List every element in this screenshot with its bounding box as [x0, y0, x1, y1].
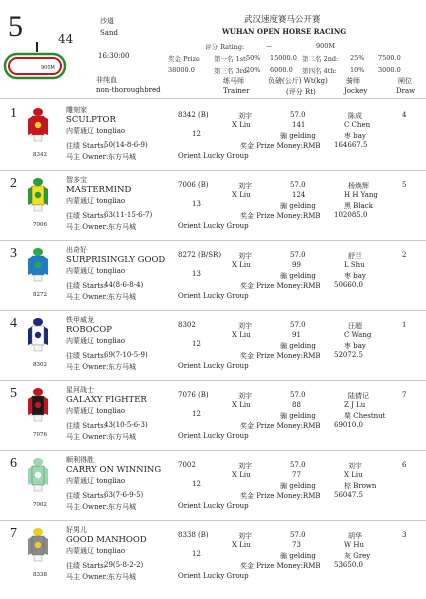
rating-value: 91 — [292, 331, 301, 339]
jockey-en: C Chen — [344, 121, 371, 129]
horse-name-en: GALAXY FIGHTER — [66, 395, 147, 405]
jockey-silk-icon — [26, 387, 50, 423]
horse-origin: 内蒙通辽 tongliao — [66, 197, 126, 205]
jockey-silk-icon — [26, 177, 50, 213]
col-trainer-en: Trainer — [223, 87, 250, 95]
horse-sex: 骟 gelding — [280, 552, 316, 560]
jockey-en: Z J Lu — [344, 401, 366, 409]
rating-value: — — [266, 42, 273, 50]
trainer-cn: 刘宇 — [238, 392, 252, 400]
prize-money: 56047.5 — [334, 491, 363, 499]
trainer-cn: 刘宇 — [238, 112, 252, 120]
starts-label: 往绩 Starts: — [66, 352, 107, 360]
horse-brand-code: 7002 — [33, 502, 47, 508]
entry-divider — [0, 520, 426, 521]
owner-team: Orient Lucky Group — [178, 152, 249, 160]
jockey-silk-icon — [26, 527, 50, 563]
horse-age: 12 — [192, 340, 201, 348]
horse-brand: 8272 (B/SR) — [178, 251, 222, 259]
owner-team: Orient Lucky Group — [178, 502, 249, 510]
trainer-cn: 刘宇 — [238, 532, 252, 540]
starts-record: 29(5-8-2-2) — [104, 561, 144, 569]
owner-name: 东方马城 — [108, 433, 136, 441]
entry-number: 6 — [10, 456, 17, 471]
horse-age: 13 — [192, 270, 201, 278]
entry-number: 2 — [10, 176, 17, 191]
jockey-cn: 胡华 — [348, 532, 362, 540]
entry-row[interactable] — [0, 174, 426, 240]
horse-name-cn: 顺利得胜 — [66, 456, 94, 464]
track-distance-label: 900M — [41, 65, 55, 71]
trainer-en: X Liu — [232, 541, 251, 549]
horse-color: 栗 Chestnut — [344, 412, 386, 420]
owner-team: Orient Lucky Group — [178, 572, 249, 580]
prize-label: 奖金 Prize — [168, 55, 200, 63]
col-trainer-cn: 练马师 — [223, 77, 244, 85]
horse-age: 13 — [192, 200, 201, 208]
horse-name-cn: 好男儿 — [66, 526, 87, 534]
col-draw-cn: 闸位 — [398, 77, 412, 85]
col-jockey-en: Jockey — [344, 87, 368, 95]
starts-label: 往绩 Starts: — [66, 492, 107, 500]
second-pct: 25% — [350, 54, 365, 62]
horse-color: 灰 Grey — [344, 552, 371, 560]
horse-origin: 内蒙通辽 tongliao — [66, 267, 126, 275]
rating-value: 88 — [292, 401, 301, 409]
starts-label: 往绩 Starts: — [66, 282, 107, 290]
trainer-en: X Liu — [232, 401, 251, 409]
entry-divider — [0, 380, 426, 381]
prize-money: 50660.0 — [334, 281, 363, 289]
starts-label: 往绩 Starts: — [66, 422, 107, 430]
horse-brand-code: 8342 — [33, 152, 47, 158]
rating-value: 141 — [292, 121, 306, 129]
rating-value: 77 — [292, 471, 301, 479]
prize-money-label: 奖金 Prize Money:RMB — [240, 422, 321, 430]
carried-weight: 57.0 — [290, 321, 306, 329]
trainer-cn: 刘宇 — [238, 462, 252, 470]
horse-sex: 骟 gelding — [280, 412, 316, 420]
horse-name-cn: 智多宝 — [66, 176, 87, 184]
starts-record: 43(10-5-6-3) — [104, 421, 148, 429]
third-amount: 6000.0 — [270, 66, 293, 74]
prize-money-label: 奖金 Prize Money:RMB — [240, 352, 321, 360]
fourth-label: 第四名 4th: — [302, 67, 337, 75]
draw-number: 4 — [402, 111, 407, 119]
horse-name-cn: 星河战士 — [66, 386, 94, 394]
second-label: 第二名 2nd: — [302, 55, 339, 63]
trainer-en: X Liu — [232, 331, 251, 339]
entry-number: 4 — [10, 316, 17, 331]
horse-brand: 7076 (B) — [178, 391, 209, 399]
starts-label: 往绩 Starts: — [66, 562, 107, 570]
carried-weight: 57.0 — [290, 391, 306, 399]
jockey-silk-icon — [26, 317, 50, 353]
jockey-silk-icon — [26, 457, 50, 493]
prize-money: 52072.5 — [334, 351, 363, 359]
starts-record: 69(7-10-5-9) — [104, 351, 148, 359]
header-divider — [0, 98, 426, 99]
entry-divider — [0, 240, 426, 241]
starts-record: 50(14-8-6-9) — [104, 141, 148, 149]
horse-brand: 8342 (B) — [178, 111, 209, 119]
horse-name-cn: 出奇好 — [66, 246, 87, 254]
horse-origin: 内蒙通辽 tongliao — [66, 477, 126, 485]
horse-name-en: SCULPTOR — [66, 115, 116, 125]
jockey-silk-icon — [26, 247, 50, 283]
draw-number: 5 — [402, 181, 407, 189]
col-weight-cn: 负磅(公斤) Wt(kg) — [268, 77, 328, 85]
draw-number: 3 — [402, 531, 407, 539]
horse-age: 12 — [192, 130, 201, 138]
owner-name: 东方马城 — [108, 293, 136, 301]
carried-weight: 57.0 — [290, 111, 306, 119]
entry-row[interactable] — [0, 244, 426, 310]
jockey-cn: 陆倩记 — [348, 392, 369, 400]
jockey-cn: 刘宇 — [348, 462, 362, 470]
horse-origin: 内蒙通辽 tongliao — [66, 337, 126, 345]
second-amount: 7500.0 — [378, 54, 401, 62]
horse-brand: 8302 — [178, 321, 196, 329]
owner-name: 东方马城 — [108, 223, 136, 231]
starts-record: 63(7-6-9-5) — [104, 491, 144, 499]
trainer-en: X Liu — [232, 471, 251, 479]
third-label: 第三名 3rd: — [214, 67, 250, 75]
title-en: WUHAN OPEN HORSE RACING — [222, 27, 347, 36]
surface-en: Sand — [100, 29, 118, 37]
prize-money: 164667.5 — [334, 141, 368, 149]
horse-color: 枣 bay — [344, 342, 366, 350]
jockey-en: X Liu — [344, 471, 363, 479]
horse-sex: 骟 gelding — [280, 482, 316, 490]
horse-age: 12 — [192, 550, 201, 558]
entry-number: 7 — [10, 526, 17, 541]
prize-money-label: 奖金 Prize Money:RMB — [240, 282, 321, 290]
rating-value: 99 — [292, 261, 301, 269]
horse-color: 棕 Brown — [344, 482, 377, 490]
horse-name-en: CARRY ON WINNING — [66, 465, 162, 475]
carried-weight: 57.0 — [290, 181, 306, 189]
rating-value: 73 — [292, 541, 301, 549]
horse-brand-code: 7076 — [33, 432, 47, 438]
horse-age: 12 — [192, 410, 201, 418]
horse-sex: 骟 gelding — [280, 272, 316, 280]
prize-money: 102085.0 — [334, 211, 368, 219]
fourth-pct: 10% — [350, 66, 365, 74]
horse-brand: 8338 (B) — [178, 531, 209, 539]
horse-name-en: MASTERMIND — [66, 185, 132, 195]
horse-brand: 7002 — [178, 461, 196, 469]
prize-money-label: 奖金 Prize Money:RMB — [240, 492, 321, 500]
horse-name-en: ROBOCOP — [66, 325, 112, 335]
entry-number: 1 — [10, 106, 17, 121]
horse-origin: 内蒙通辽 tongliao — [66, 127, 126, 135]
entry-divider — [0, 310, 426, 311]
trainer-en: X Liu — [232, 261, 251, 269]
fourth-amount: 3000.0 — [378, 66, 401, 74]
trainer-en: X Liu — [232, 121, 251, 129]
prize-money-label: 奖金 Prize Money:RMB — [240, 142, 321, 150]
col-jockey-cn: 骑师 — [346, 77, 360, 85]
starts-label: 往绩 Starts: — [66, 142, 107, 150]
horse-color: 黑 Black — [344, 202, 373, 210]
owner-team: Orient Lucky Group — [178, 432, 249, 440]
entry-row[interactable] — [0, 104, 426, 170]
jockey-cn: 陈成 — [348, 112, 362, 120]
horse-name-en: GOOD MANHOOD — [66, 535, 147, 545]
carried-weight: 57.0 — [290, 461, 306, 469]
starts-label: 往绩 Starts: — [66, 212, 107, 220]
starts-record: 44(8-6-8-4) — [104, 281, 144, 289]
race-distance: 900M — [316, 42, 336, 50]
draw-number: 6 — [402, 461, 407, 469]
jockey-silk-icon — [26, 107, 50, 143]
owner-label: 马主 Owner: — [66, 503, 109, 511]
col-weight-sub: (评分 Rt) — [286, 88, 316, 96]
race-time: 16:30:00 — [98, 52, 130, 60]
owner-team: Orient Lucky Group — [178, 222, 249, 230]
horse-brand-code: 8338 — [33, 572, 47, 578]
carried-weight: 57.0 — [290, 251, 306, 259]
entry-row[interactable] — [0, 454, 426, 520]
trainer-cn: 刘宇 — [238, 252, 252, 260]
owner-name: 东方马城 — [108, 503, 136, 511]
owner-name: 东方马城 — [108, 153, 136, 161]
owner-team: Orient Lucky Group — [178, 292, 249, 300]
owner-label: 马主 Owner: — [66, 433, 109, 441]
horse-brand-code: 8272 — [33, 292, 47, 298]
first-pct: 50% — [246, 54, 261, 62]
entry-divider — [0, 170, 426, 171]
jockey-cn: 舒兰 — [348, 252, 362, 260]
prize-total: 38000.0 — [168, 66, 195, 74]
owner-team: Orient Lucky Group — [178, 362, 249, 370]
jockey-en: H H Yang — [344, 191, 378, 199]
horse-name-en: SURPRISINGLY GOOD — [66, 255, 166, 265]
jockey-en: L Shu — [344, 261, 365, 269]
rating-value: 124 — [292, 191, 306, 199]
draw-number: 2 — [402, 251, 407, 259]
owner-label: 马主 Owner: — [66, 153, 109, 161]
entry-number: 3 — [10, 246, 17, 261]
third-pct: 20% — [246, 66, 261, 74]
horse-origin: 内蒙通辽 tongliao — [66, 407, 126, 415]
race-number: 5 — [8, 10, 23, 43]
horse-name-cn: 铁甲威龙 — [66, 316, 94, 324]
owner-name: 东方马城 — [108, 363, 136, 371]
jockey-en: C Wang — [344, 331, 372, 339]
horse-brand-code: 7006 — [33, 222, 47, 228]
race-sub-number: 44 — [58, 32, 74, 46]
entry-divider — [0, 450, 426, 451]
prize-money: 69010.0 — [334, 421, 363, 429]
owner-label: 马主 Owner: — [66, 573, 109, 581]
prize-money-label: 奖金 Prize Money:RMB — [240, 212, 321, 220]
jockey-cn: 汪超 — [348, 322, 362, 330]
horse-sex: 骟 gelding — [280, 132, 316, 140]
title-cn: 武汉速度赛马公开赛 — [244, 15, 321, 25]
first-label: 第一名 1st: — [214, 55, 248, 63]
horse-age: 12 — [192, 480, 201, 488]
draw-number: 7 — [402, 391, 407, 399]
surface-cn: 沙道 — [100, 17, 114, 25]
horse-color: 枣 bay — [344, 132, 366, 140]
horse-origin: 内蒙通辽 tongliao — [66, 547, 126, 555]
horse-color: 枣 bay — [344, 272, 366, 280]
jockey-en: W Hu — [344, 541, 365, 549]
horse-sex: 骟 gelding — [280, 202, 316, 210]
entry-row[interactable] — [0, 384, 426, 450]
owner-label: 马主 Owner: — [66, 293, 109, 301]
carried-weight: 57.0 — [290, 531, 306, 539]
horse-name-cn: 雕刻家 — [66, 106, 87, 114]
entry-number: 5 — [10, 386, 17, 401]
horse-brand-code: 8302 — [33, 362, 47, 368]
starts-record: 63(11-15-6-7) — [104, 211, 153, 219]
trainer-en: X Liu — [232, 191, 251, 199]
horse-sex: 骟 gelding — [280, 342, 316, 350]
entry-row[interactable] — [0, 314, 426, 380]
prize-money-label: 奖金 Prize Money:RMB — [240, 562, 321, 570]
jockey-cn: 杨焕辉 — [348, 182, 369, 190]
col-draw-en: Draw — [396, 87, 416, 95]
owner-name: 东方马城 — [108, 573, 136, 581]
breed-en: non-thoroughbred — [96, 86, 161, 94]
first-amount: 15000.0 — [270, 54, 297, 62]
track-oval-icon — [3, 50, 67, 82]
owner-label: 马主 Owner: — [66, 363, 109, 371]
horse-brand: 7006 (B) — [178, 181, 209, 189]
trainer-cn: 刘宇 — [238, 182, 252, 190]
trainer-cn: 刘宇 — [238, 322, 252, 330]
breed-cn: 非纯血 — [96, 76, 117, 84]
rating-label: 评分 Rating: — [205, 43, 245, 51]
draw-number: 1 — [402, 321, 407, 329]
entry-row[interactable] — [0, 524, 426, 590]
prize-money: 53650.0 — [334, 561, 363, 569]
owner-label: 马主 Owner: — [66, 223, 109, 231]
